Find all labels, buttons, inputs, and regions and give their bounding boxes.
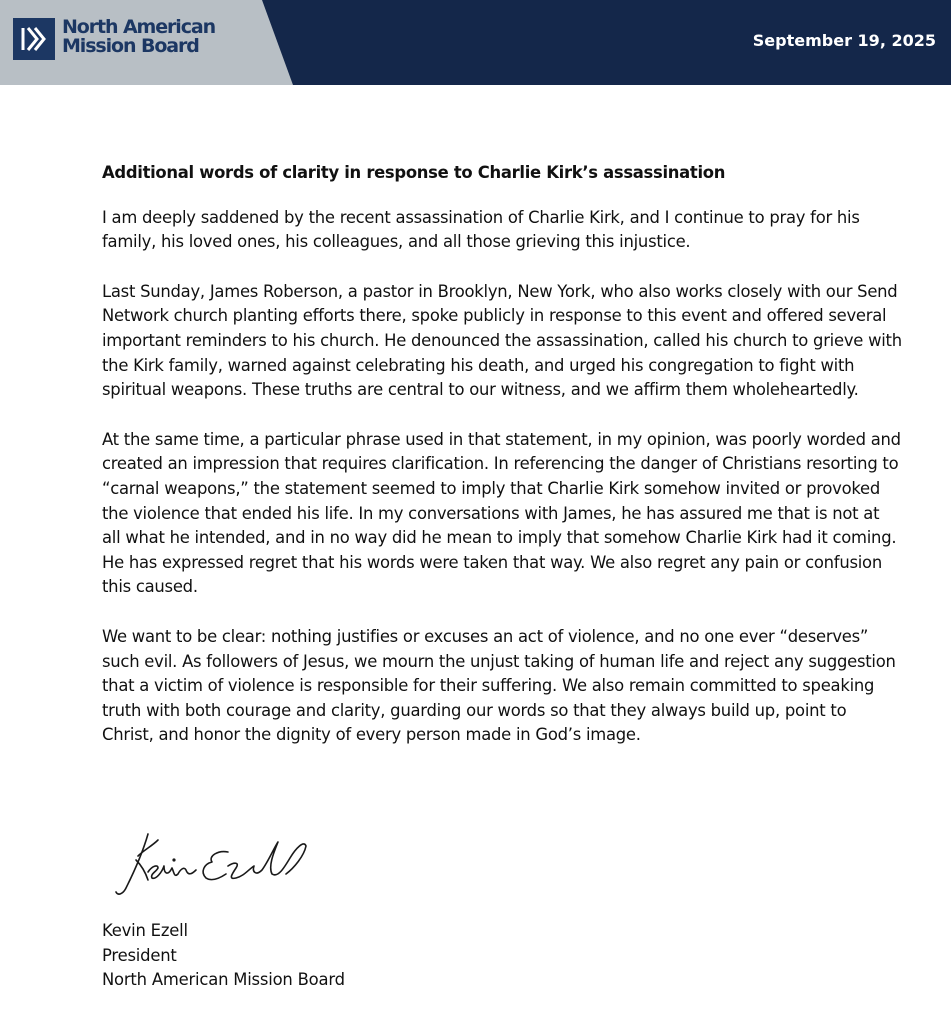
signer-name: Kevin Ezell xyxy=(102,921,188,940)
org-name-line2: Mission Board xyxy=(62,35,199,57)
letter-date: September 19, 2025 xyxy=(752,31,936,50)
letter-heading: Additional words of clarity in response to Charlie Kirk’s assassination xyxy=(102,163,726,182)
paragraph-2: Last Sunday, James Roberson, a pastor in Brooklyn, New York, who also works closely with our Send Network church planting efforts there, spoke publicly in response to this event and offered several important reminders to his church. He denounced the assassination, called his church to grieve with the Kirk family, warned against celebrating his death, and urged his congregation to fight with spiritual weapons. These truths are central to our witness, and we affirm them wholeheartedly. xyxy=(102,281,902,400)
letter-body xyxy=(102,161,902,773)
chevron-forward-icon xyxy=(13,18,55,60)
paragraph-3: At the same time, a particular phrase used in that statement, in my opinion, was poorly worded and created an impression that requires clarification. In referencing the danger of Christians resorting to “carnal weapons,” the statement seemed to imply that Charlie Kirk somehow invited or provoked the violence that ended his life. In my conversations with James, he has assured me that is not at all what he intended, and in no way did he mean to imply that somehow Charlie Kirk had it coming. He has expressed regret that his words were taken that way. We also regret any pain or confusion this caused. xyxy=(102,429,901,597)
header-banner xyxy=(0,0,951,85)
org-logo-text xyxy=(62,18,215,56)
signer-title: President xyxy=(102,945,177,965)
signer-organization: North American Mission Board xyxy=(102,970,345,990)
signoff-block xyxy=(102,919,345,993)
paragraph-1: I am deeply saddened by the recent assassination of Charlie Kirk, and I continue to pray for his family, his loved ones, his colleagues, and all those grieving this injustice. xyxy=(102,207,860,252)
handwritten-signature xyxy=(108,826,318,901)
org-name-line1: North American xyxy=(62,16,216,38)
paragraph-4: We want to be clear: nothing justifies or excuses an act of violence, and no one ever “deserves” such evil. As followers of Jesus, we mourn the unjust taking of human life and reject any suggestion that a victim of violence is responsible for their suffering. We also remain committed to speaking truth with both courage and clarity, guarding our words so that they always build up, point to Christ, and honor the dignity of every person made in God’s image. xyxy=(102,626,896,745)
